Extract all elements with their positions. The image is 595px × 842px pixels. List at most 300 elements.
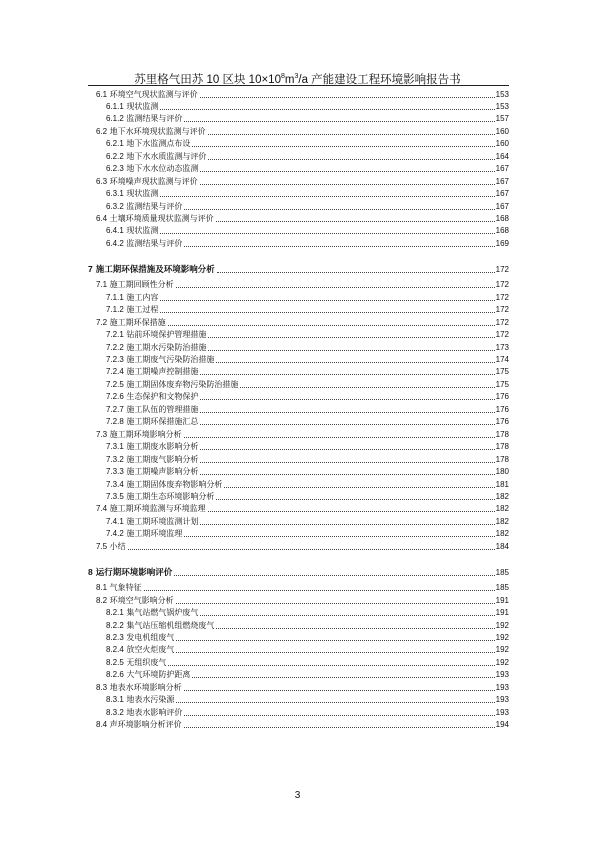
toc-entry-page: 168: [495, 214, 509, 223]
toc-entry-number: 8: [88, 566, 93, 577]
toc-entry-page: 191: [495, 595, 509, 605]
toc-entry-label: [106, 517, 199, 527]
toc-entry-label: [106, 670, 191, 680]
toc-entry-page: 182: [495, 516, 509, 526]
toc-entry[interactable]: [106, 99, 509, 112]
toc-entry-label: [96, 430, 183, 440]
toc-entry-label: [106, 529, 183, 539]
toc-entry[interactable]: [96, 124, 509, 137]
toc-entry-page: 185: [495, 583, 509, 593]
toc-entry-page: 191: [495, 608, 509, 618]
toc-entry-page: 181: [495, 479, 509, 489]
toc-entry-label: [88, 567, 173, 578]
toc-entry-page: 182: [495, 504, 509, 514]
header-title-post: /a 产能建设工程环境影响报告书: [298, 73, 461, 86]
toc-leader-dots: [176, 702, 494, 703]
toc-leader-dots: [208, 511, 495, 512]
toc-leader-dots: [184, 727, 495, 728]
toc-entry-number: 6.1.2: [106, 114, 124, 124]
toc-entry-label: [106, 492, 215, 502]
toc-entry-title: 发电机组废气: [126, 632, 175, 642]
toc-entry-number: 7.2.4: [106, 367, 124, 377]
toc-entry-label: [106, 226, 159, 236]
toc-entry-label: [106, 355, 215, 365]
toc-entry-page: 175: [495, 379, 509, 389]
toc-entry-label: [106, 480, 223, 490]
toc-entry-number: 6.4.2: [106, 238, 124, 248]
toc-entry[interactable]: [106, 328, 509, 341]
toc-entry-number: 8.3.1: [106, 695, 124, 705]
toc-entry[interactable]: [106, 489, 509, 502]
toc-entry-title: 钻前环境保护管理措施: [126, 330, 207, 340]
toc-leader-dots: [184, 121, 494, 122]
toc-entry-label: [106, 102, 159, 112]
toc-entry[interactable]: [106, 390, 509, 403]
toc-leader-dots: [200, 462, 494, 463]
toc-entry-page: 176: [495, 417, 509, 427]
toc-entry-page: 175: [495, 367, 509, 377]
toc-entry-label: [106, 645, 175, 655]
toc-entry-number: 7.3: [96, 429, 108, 439]
toc-entry-label: [106, 293, 159, 303]
toc-entry[interactable]: [106, 199, 509, 212]
toc-entry-number: 8.2.6: [106, 670, 124, 680]
toc-entry-label: [106, 417, 199, 427]
toc-entry[interactable]: [106, 514, 509, 527]
toc-leader-dots: [192, 146, 494, 147]
toc-leader-dots: [200, 474, 494, 475]
toc-entry-page: 164: [495, 151, 509, 161]
toc-entry-number: 7.5: [96, 541, 108, 551]
toc-entry-page: 182: [495, 491, 509, 501]
toc-entry-label: [106, 343, 207, 353]
toc-entry-page: 182: [495, 529, 509, 539]
toc-entry-title: 无组织废气: [126, 657, 167, 667]
toc-entry-page: 192: [495, 645, 509, 655]
toc-leader-dots: [200, 171, 494, 172]
toc-leader-dots: [184, 437, 495, 438]
toc-entry-title: 监测结果与评价: [126, 201, 183, 211]
toc-entry-number: 7.2.1: [106, 330, 124, 340]
toc-entry-number: 8.2: [96, 595, 108, 605]
toc-entry-number: 7.3.5: [106, 491, 124, 501]
toc-entry-number: 8.2.3: [106, 632, 124, 642]
toc-entry-page: 167: [495, 176, 509, 186]
toc-entry-page: 167: [495, 189, 509, 199]
toc-entry-title: 土壤环境质量现状监测与评价: [109, 214, 214, 223]
toc-leader-dots: [184, 690, 495, 691]
toc-entry-number: 7.4.2: [106, 529, 124, 539]
toc-entry-page: 180: [495, 467, 509, 477]
toc-chapter[interactable]: [88, 262, 509, 275]
toc-entry[interactable]: [106, 303, 509, 316]
toc-entry[interactable]: [96, 427, 509, 440]
toc-entry-page: 172: [495, 330, 509, 340]
toc-entry-page: 157: [495, 114, 509, 124]
toc-entry-number: 7.2.5: [106, 379, 124, 389]
toc-entry-number: 7.2.2: [106, 342, 124, 352]
toc-entry[interactable]: [106, 187, 509, 200]
toc-leader-dots: [176, 603, 495, 604]
toc-entry[interactable]: [106, 643, 509, 656]
toc-leader-dots: [216, 499, 494, 500]
toc-leader-dots: [128, 549, 495, 550]
toc-entry-page: 178: [495, 454, 509, 464]
toc-entry[interactable]: [96, 718, 509, 731]
toc-entry[interactable]: [96, 174, 509, 187]
toc-entry-number: 7.2.8: [106, 417, 124, 427]
toc-entry-page: 176: [495, 392, 509, 402]
toc-entry-number: 7.2.3: [106, 355, 124, 364]
toc-entry[interactable]: [96, 539, 509, 552]
toc-entry-label: [106, 189, 159, 199]
toc-entry[interactable]: [106, 477, 509, 490]
toc-entry-title: 施工期固体废弃物影响分析: [126, 479, 223, 489]
toc-entry-page: 172: [495, 280, 509, 290]
toc-leader-dots: [200, 374, 494, 375]
toc-entry[interactable]: [106, 415, 509, 428]
toc-entry-title: 施工队伍的管理措施: [126, 404, 199, 414]
toc-leader-dots: [176, 640, 494, 641]
toc-entry-title: 现状监测: [126, 101, 159, 111]
toc-entry-label: [96, 177, 199, 187]
toc-entry[interactable]: [106, 668, 509, 681]
toc-entry-page: 178: [495, 442, 509, 452]
toc-entry[interactable]: [106, 655, 509, 668]
toc-entry-label: [96, 318, 167, 328]
toc-entry-number: 7.3.3: [106, 467, 124, 477]
toc-entry-label: [106, 239, 183, 249]
toc-entry-number: 8.2.1: [106, 608, 124, 618]
toc-entry-label: [106, 114, 183, 124]
toc-entry-title: 施工期噪声影响分析: [126, 467, 199, 477]
toc-entry-label: [88, 264, 216, 275]
toc-entry-label: [106, 621, 215, 631]
toc-entry[interactable]: [106, 630, 509, 643]
toc-entry-title: 大气环境防护距离: [126, 670, 191, 680]
toc-entry-page: 172: [495, 292, 509, 302]
toc-entry[interactable]: [106, 137, 509, 150]
toc-entry-title: 小结: [109, 541, 126, 551]
toc-leader-dots: [208, 350, 494, 351]
toc-entry-number: 6.3.1: [106, 189, 124, 199]
toc-entry-title: 地下水水质监测与评价: [126, 151, 207, 161]
toc-chapter[interactable]: [88, 565, 509, 578]
toc-entry-title: 地下水监测点布设: [126, 139, 191, 149]
toc-entry-title: 施工期固体废弃物污染防治措施: [126, 379, 239, 389]
toc-entry[interactable]: [96, 680, 509, 693]
toc-entry[interactable]: [96, 315, 509, 328]
toc-leader-dots: [160, 312, 494, 313]
toc-entry-number: 8.2.5: [106, 657, 124, 667]
toc-entry-number: 7.1.1: [106, 292, 124, 302]
toc-entry-label: [106, 467, 199, 477]
toc-entry-page: 192: [495, 632, 509, 642]
toc-leader-dots: [216, 362, 494, 363]
toc-entry-label: [106, 305, 159, 315]
toc-entry-page: 184: [495, 541, 509, 551]
toc-leader-dots: [200, 399, 494, 400]
toc-entry-label: [106, 392, 199, 402]
toc-leader-dots: [184, 209, 494, 210]
toc-entry-title: 地表水污染源: [126, 695, 175, 705]
toc-entry-title: 施工期水污染防治措施: [126, 342, 207, 352]
toc-leader-dots: [224, 487, 494, 488]
toc-entry-page: 193: [495, 707, 509, 717]
toc-entry-page: 193: [495, 682, 509, 692]
toc-leader-dots: [200, 615, 494, 616]
toc-entry-title: 集气站压缩机组燃烧废气: [126, 620, 215, 630]
toc-entry-title: 现状监测: [126, 189, 159, 199]
toc-entry[interactable]: [96, 278, 509, 291]
toc-entry-title: 集气站燃气锅炉废气: [126, 608, 199, 618]
header-title-pre: 苏里格气田苏 10 区块 10×10: [134, 73, 281, 86]
toc-entry-page: 169: [495, 238, 509, 248]
toc-entry-page: 185: [495, 567, 509, 577]
toc-entry-label: [106, 455, 199, 465]
toc-entry-page: 193: [495, 695, 509, 705]
toc-entry[interactable]: [96, 87, 509, 100]
toc-entry-label: [106, 658, 167, 668]
toc-entry[interactable]: [96, 581, 509, 594]
toc-leader-dots: [160, 109, 494, 110]
toc-entry-title: 地下水环境现状监测与评价: [109, 126, 206, 136]
toc-entry[interactable]: [106, 365, 509, 378]
toc-entry-number: 6.3: [96, 176, 108, 186]
toc-entry-label: [106, 367, 199, 377]
toc-entry[interactable]: [106, 527, 509, 540]
toc-entry-number: 7.4: [96, 504, 108, 514]
toc-entry-title: 施工期环境监理: [126, 529, 183, 539]
toc-entry-number: 8.2.2: [106, 620, 124, 630]
toc-entry-page: 160: [495, 126, 509, 136]
toc-entry-page: 167: [495, 201, 509, 211]
toc-entry-title: 施工期废气污染防治措施: [126, 355, 215, 364]
toc-entry-title: 施工期噪声控制措施: [126, 367, 199, 377]
toc-entry-title: 施工过程: [126, 305, 159, 315]
toc-entry-label: [106, 152, 207, 162]
toc-leader-dots: [176, 652, 494, 653]
toc-entry-page: 153: [495, 101, 509, 111]
toc-entry-label: [96, 90, 199, 100]
toc-entry-page: 176: [495, 404, 509, 414]
toc-entry[interactable]: [96, 593, 509, 606]
toc-entry[interactable]: [106, 452, 509, 465]
toc-entry-title: 施工期废水影响分析: [126, 442, 199, 452]
toc-entry-title: 施工期废气影响分析: [126, 454, 199, 464]
toc-entry-label: [96, 583, 143, 593]
toc-entry-number: 7.3.1: [106, 442, 124, 452]
toc-entry-page: 194: [495, 720, 509, 730]
toc-leader-dots: [200, 449, 494, 450]
toc-entry-number: 8.4: [96, 720, 108, 730]
toc-entry[interactable]: [106, 224, 509, 237]
toc-entry-title: 地表水环境影响分析: [109, 682, 182, 692]
toc-leader-dots: [200, 97, 495, 98]
toc-entry-page: 193: [495, 670, 509, 680]
toc-entry-label: [106, 708, 183, 718]
header-title-sup1: 8: [280, 73, 285, 80]
header-rule: [88, 85, 509, 86]
toc-entry-title: 生态保护和文物保护: [126, 392, 199, 402]
toc-entry-number: 8.3: [96, 682, 108, 692]
toc-entry-title: 环境空气现状监测与评价: [109, 89, 198, 99]
toc-leader-dots: [144, 590, 495, 591]
toc-entry-label: [96, 280, 175, 290]
toc-entry-label: [96, 542, 127, 552]
toc-entry-label: [96, 214, 215, 224]
toc-entry-title: 施工期环保措施: [109, 317, 166, 327]
toc-entry-title: 运行期环境影响评价: [95, 567, 173, 578]
toc-entry[interactable]: [106, 236, 509, 249]
toc-entry-label: [106, 380, 239, 390]
toc-entry-number: 6.4: [96, 214, 108, 223]
toc-entry-page: 167: [495, 164, 509, 174]
toc-entry-label: [96, 683, 183, 693]
toc-entry-title: 环境噪声现状监测与评价: [109, 176, 198, 186]
toc-leader-dots: [160, 196, 494, 197]
toc-entry-title: 监测结果与评价: [126, 114, 183, 124]
toc-entry-number: 7: [88, 263, 93, 274]
toc-entry[interactable]: [106, 402, 509, 415]
toc-leader-dots: [240, 387, 494, 388]
toc-entry-label: [106, 695, 175, 705]
page-number: 3: [294, 790, 301, 801]
toc-entry-title: 施工期环保措施及环境影响分析: [95, 264, 215, 275]
toc-entry-number: 7.4.1: [106, 516, 124, 526]
toc-entry-page: 153: [495, 89, 509, 99]
toc-entry-title: 环境空气影响分析: [109, 595, 174, 605]
toc-entry-number: 6.2.2: [106, 151, 124, 161]
toc-entry[interactable]: [106, 162, 509, 175]
toc-entry[interactable]: [106, 377, 509, 390]
toc-leader-dots: [184, 246, 494, 247]
toc-entry-title: 声环境影响分析评价: [109, 720, 182, 730]
toc-entry-number: 6.1: [96, 89, 108, 99]
toc-entry-number: 8.2.4: [106, 645, 124, 655]
toc-entry[interactable]: [106, 693, 509, 706]
toc-entry[interactable]: [106, 440, 509, 453]
toc-entry-label: [106, 330, 207, 340]
toc-leader-dots: [192, 677, 494, 678]
toc-leader-dots: [200, 524, 494, 525]
toc-leader-dots: [200, 424, 494, 425]
toc-leader-dots: [208, 159, 494, 160]
toc-entry-number: 6.1.1: [106, 101, 124, 111]
toc-leader-dots: [184, 536, 494, 537]
toc-entry-page: 160: [495, 139, 509, 149]
toc-entry-number: 7.1: [96, 280, 108, 290]
toc-entry[interactable]: [106, 340, 509, 353]
toc-entry-page: 174: [495, 355, 509, 364]
header-title-sup2: 3: [294, 73, 299, 80]
toc-leader-dots: [184, 715, 494, 716]
toc-entry-title: 施工期生态环境影响分析: [126, 491, 215, 501]
toc-entry-label: [106, 405, 199, 415]
header-title-mid: m: [284, 73, 295, 86]
toc-entry-title: 气象特征: [109, 583, 142, 593]
toc-entry[interactable]: [96, 212, 509, 225]
toc-entry-page: 172: [495, 305, 509, 315]
toc-leader-dots: [217, 272, 495, 273]
toc-entry-label: [106, 202, 183, 212]
toc-leader-dots: [200, 184, 495, 185]
toc-leader-dots: [216, 221, 495, 222]
toc-leader-dots: [160, 300, 494, 301]
toc-entry-title: 地下水水位动态监测: [126, 164, 199, 174]
toc-entry[interactable]: [106, 149, 509, 162]
toc-entry[interactable]: [106, 465, 509, 478]
toc-leader-dots: [160, 233, 494, 234]
toc-entry-number: 8.3.2: [106, 707, 124, 717]
toc-entry-label: [106, 633, 175, 643]
toc-entry-label: [96, 504, 207, 514]
toc-entry-number: 7.2.7: [106, 404, 124, 414]
toc-entry-label: [96, 720, 183, 730]
toc-entry-page: 172: [495, 317, 509, 327]
toc-entry-title: 施工期环境影响分析: [109, 429, 182, 439]
toc-entry-label: [106, 139, 191, 149]
toc-entry-number: 7.2: [96, 317, 108, 327]
toc-entry-title: 放空火炬废气: [126, 645, 175, 655]
toc-entry-number: 6.2.1: [106, 139, 124, 149]
toc-leader-dots: [174, 575, 494, 576]
toc-entry-number: 8.1: [96, 583, 108, 593]
toc-leader-dots: [216, 628, 494, 629]
toc-entry[interactable]: [106, 705, 509, 718]
toc-entry-number: 7.3.4: [106, 479, 124, 489]
toc-entry-title: 地表水影响评价: [126, 707, 183, 717]
toc-entry-page: 192: [495, 657, 509, 667]
toc-entry-title: 施工期环境监测计划: [126, 516, 199, 526]
toc-entry-label: [96, 127, 207, 137]
toc-entry-page: 168: [495, 226, 509, 236]
toc-entry-number: 6.4.1: [106, 226, 124, 236]
toc-leader-dots: [208, 337, 494, 338]
toc-entry-title: 监测结果与评价: [126, 238, 183, 248]
toc-entry-number: 6.3.2: [106, 201, 124, 211]
toc-entry-title: 施工内容: [126, 292, 159, 302]
toc-entry[interactable]: [106, 353, 509, 366]
toc-entry-number: 7.2.6: [106, 392, 124, 402]
toc-entry-number: 6.2: [96, 126, 108, 136]
toc-entry-page: 172: [495, 264, 509, 274]
toc-leader-dots: [176, 287, 495, 288]
toc-entry[interactable]: [96, 502, 509, 515]
toc-entry[interactable]: [106, 112, 509, 125]
toc-entry-label: [106, 164, 199, 174]
toc-entry-title: 施工期环保措施汇总: [126, 417, 199, 427]
toc-entry-page: 173: [495, 342, 509, 352]
toc-entry-number: 7.1.2: [106, 305, 124, 315]
toc-entry-page: 178: [495, 429, 509, 439]
toc-entry[interactable]: [106, 618, 509, 631]
toc-entry[interactable]: [106, 606, 509, 619]
toc-entry-title: 现状监测: [126, 226, 159, 236]
toc-entry-title: 施工期环境监测与环境监理: [109, 504, 206, 514]
toc-entry-page: 192: [495, 620, 509, 630]
toc-leader-dots: [168, 325, 495, 326]
toc-entry-title: 施工期回顾性分析: [109, 280, 174, 290]
toc-entry-label: [106, 608, 199, 618]
toc-entry-number: 6.2.3: [106, 164, 124, 174]
toc-leader-dots: [200, 412, 494, 413]
toc-entry-number: 7.3.2: [106, 454, 124, 464]
toc-leader-dots: [208, 134, 495, 135]
toc-leader-dots: [168, 665, 494, 666]
toc-entry[interactable]: [106, 290, 509, 303]
toc-entry-label: [106, 442, 199, 452]
